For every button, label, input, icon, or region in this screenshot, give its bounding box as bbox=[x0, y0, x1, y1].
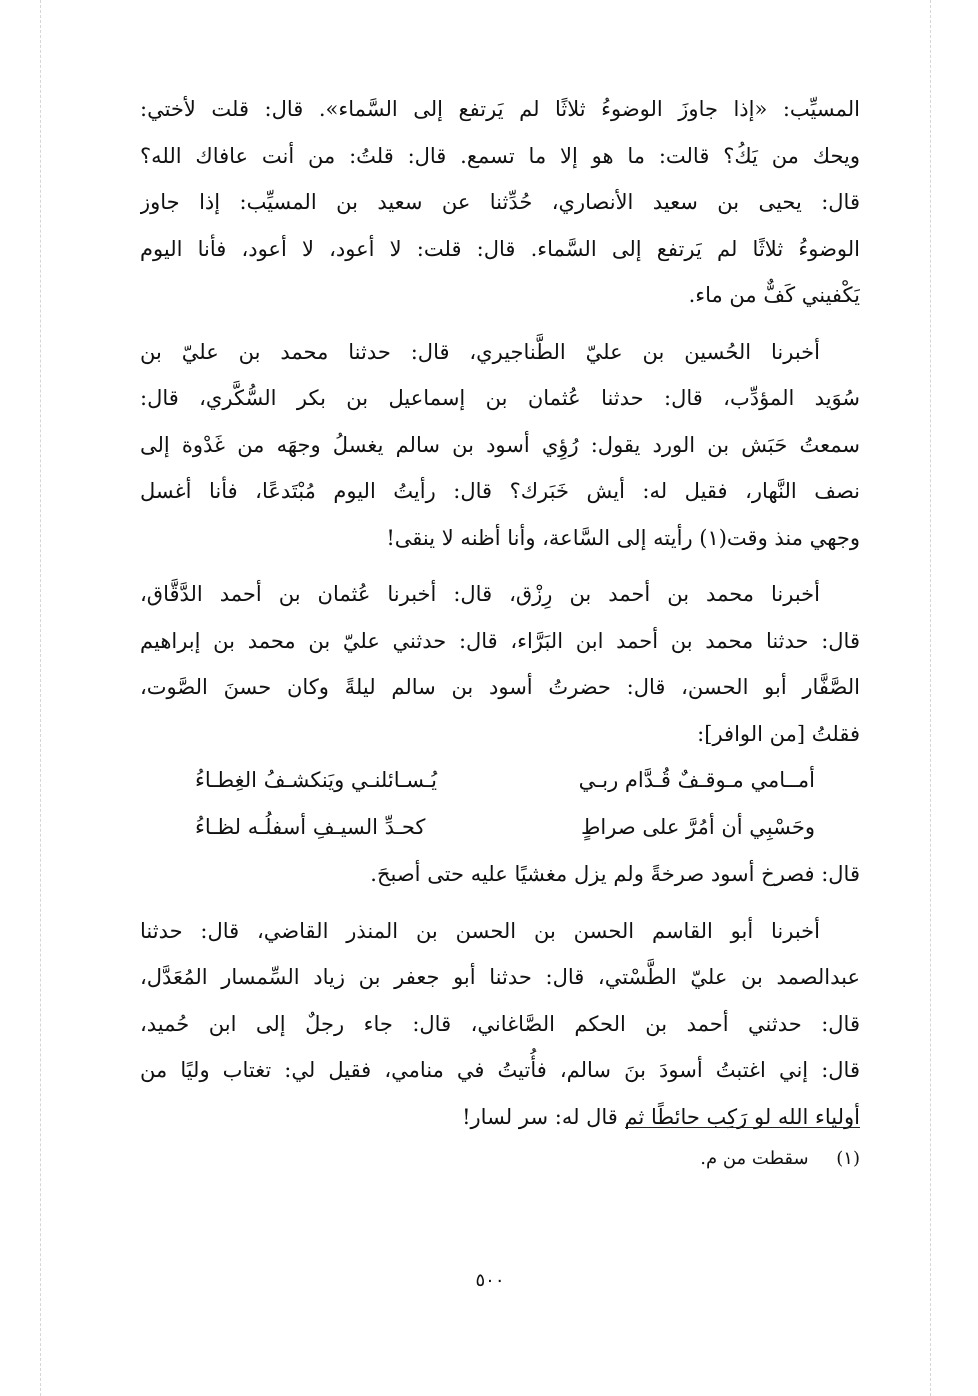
text-line: عبدالصمد بن عليّ الطَّسْتي، قال: حدثنا أبو جعفر بن زياد السِّمسار المُعَدَّل، bbox=[140, 965, 860, 989]
text-line: قال: فصرخ أسود صرخةً ولم يزل مغشيًا عليه حتى أصبحَ. bbox=[370, 862, 860, 886]
scan-guide-left bbox=[40, 0, 41, 1396]
page-number: ٥٠٠ bbox=[475, 1270, 505, 1291]
paragraph-1 bbox=[140, 86, 860, 319]
verse-second-hemistich: كحـدِّ السيـفِ أسفلُـه لظـاءُ bbox=[195, 815, 426, 839]
main-text bbox=[140, 86, 860, 1140]
verse-first-hemistich: وحَسْبِي أن أمُرَّ على صراطٍ bbox=[581, 815, 815, 839]
scan-guide-right bbox=[930, 0, 931, 1396]
text-line: نصف النَّهار، فقيل له: أيش خَبَرك؟ قال: رأيتُ اليوم مُبْتَدعًا، فأنا أغسل bbox=[140, 479, 860, 503]
verse-line bbox=[195, 757, 815, 804]
verse-first-hemistich: أمــامي مـوقـفٌ قُـدَّام ربـي bbox=[578, 768, 815, 792]
paragraph-5 bbox=[140, 908, 860, 1141]
text-line: فقلتُ [من الوافر]: bbox=[697, 721, 860, 746]
text-line: المسيِّب: «إذا جاوزَ الوضوءُ ثلاثًا لم يَرتفع إلى السَّماء». قال: قلت لأختي: bbox=[140, 97, 860, 121]
poem bbox=[140, 757, 860, 851]
text-line: قال: يحيى بن سعيد الأنصاري، حُدِّثنا عن سعيد بن المسيِّب: إذا جاوز bbox=[140, 190, 860, 214]
paragraph-3 bbox=[140, 571, 860, 757]
text-line: الصَّفَّار أبو الحسن، قال: حضرتُ أسود بن سالم ليلةً وكان حسنَ الصَّوت، bbox=[140, 675, 860, 699]
text-line: الوضوءُ ثلاثًا لم يَرتفع إلى السَّماء. قال: قلت: لا أعود، لا أعود، فأنا اليوم bbox=[140, 236, 860, 261]
footnote bbox=[500, 1144, 860, 1174]
text-line: قال: حدثنا محمد بن أحمد ابن البَرَّاء، قال: حدثني عليّ بن محمد بن إبراهيم bbox=[140, 628, 860, 653]
verse-line bbox=[195, 804, 815, 851]
text-line: أولياء الله لو رَكِب حائطًا ثم قال له: سر لسار! bbox=[462, 1104, 860, 1129]
text-line: قال: حدثني أحمد بن الحكم الصَّاغاني، قال: جاء رجلٌ إلى ابن حُميد، bbox=[140, 1011, 860, 1036]
text-line: أخبرنا أبو القاسم الحسن بن الحسن بن المنذر القاضي، قال: حدثنا bbox=[140, 918, 820, 943]
footnote-separator bbox=[625, 1127, 860, 1128]
text-line: وجهي منذ وقت(١) رأيته إلى السَّاعة، وأنا أظنه لا ينقى! bbox=[386, 525, 860, 550]
text-line: يَكْفيني كَفٌّ من ماء. bbox=[688, 283, 860, 307]
footnote-number: (١) bbox=[836, 1148, 860, 1169]
text-line: ويحك من يَكُ؟ قالت: ما هو إلا ما تسمع. قال: قلتُ: من أنت عافاك الله؟ bbox=[140, 143, 860, 168]
text-line: قال: إني اغتبتُ أسودَ بنَ سالم، فأُتيتُ في منامي، فقيل لي: تغتاب وليًا من bbox=[140, 1058, 860, 1082]
paragraph-4 bbox=[140, 851, 860, 898]
text-line: سُوَيد المؤدِّب، قال: حدثنا عُثمان بن إسماعيل بن بكر السُّكَّري، قال: bbox=[140, 386, 860, 410]
text-line: أخبرنا محمد بن أحمد بن رِزْق، قال: أخبرنا عُثمان بن أحمد الدَّقَّاق، bbox=[140, 582, 820, 606]
text-line: أخبرنا الحُسين بن عليّ الطَّناجيري، قال: حدثنا محمد بن عليّ بن bbox=[140, 339, 820, 364]
paragraph-2 bbox=[140, 329, 860, 562]
text-line: سمعتُ حَبَش بن الورد يقول: رُؤِي أسود بن سالم يغسلُ وجهَه من غَدْوة إلى bbox=[140, 432, 860, 457]
verse-second-hemistich: يُـسـائلنـي ويَنكشـفُ الغِطـاءُ bbox=[195, 768, 437, 792]
footnote-text: سقطت من م. bbox=[700, 1148, 809, 1169]
